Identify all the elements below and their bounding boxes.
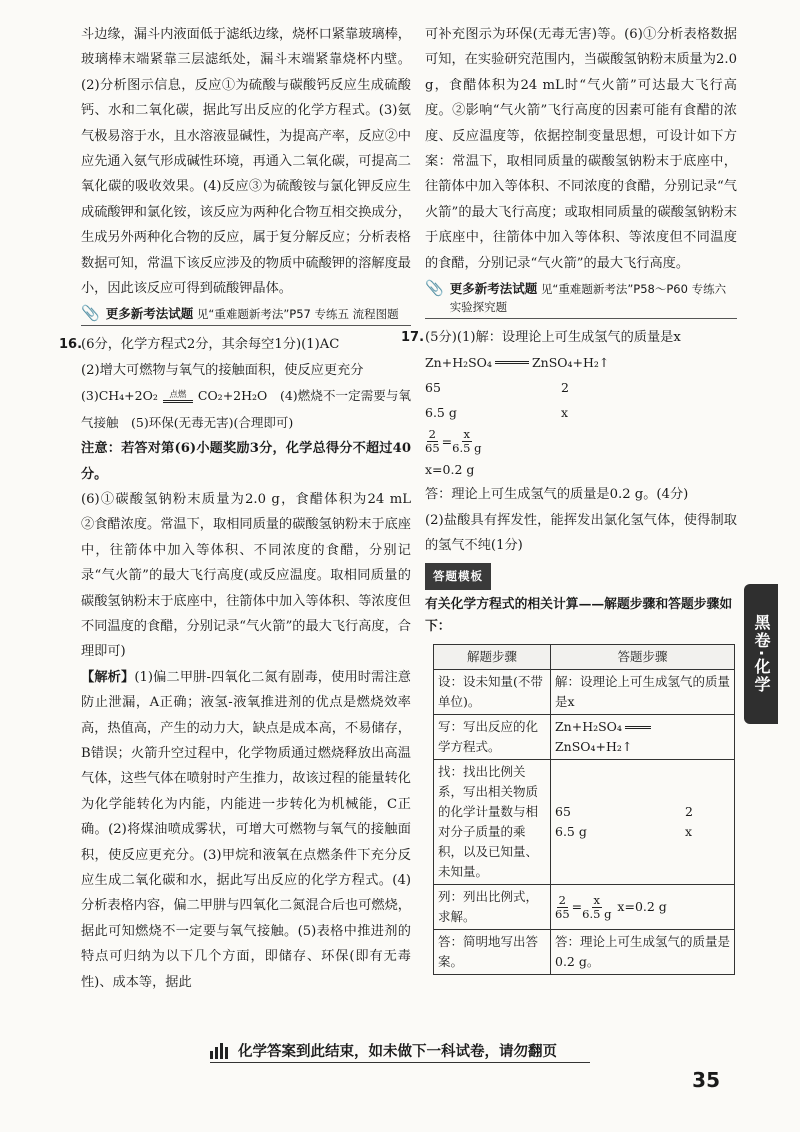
q16-line1: (6分，化学方程式2分，其余每空1分)(1)AC — [81, 337, 340, 353]
steps-table — [433, 644, 735, 975]
table-row: 答：简明地写出答案。 答：理论上可生成氢气的质量是0.2 g。 — [434, 930, 735, 975]
q17-part2: (2)盐酸具有挥发性，能挥发出氯化氢气体，使得制取的氢气不纯(1分) — [425, 512, 737, 554]
footer-note — [210, 1040, 557, 1061]
q16-analysis: 【解析】(1)偏二甲肼-四氧化二氮有剧毒，使用时需注意防止泄漏，A正确；液氢-液氧推进剂的优点是燃烧效率高，热值高，产生的动力大，缺点是成本高，不易储存，B错误；火箭升空过程中，化学物质通过燃烧释放出高温气体，这些气体在喷射时产生推力，故该过程的能量转化为化学能转化为内能，内能进一步转化为机械能，C正确。(2)将煤油喷成雾状，可增大可燃物与氧气的接触面积，使反应更充分。(3)甲烷和液氧在点燃条件下充分反应生成二氧化碳和水，据此写出反应的化学方程式。(4)分析表格内容，偏二甲肼与四氧化二氮混合后也可燃烧，据此可知燃烧不一定要与氧气接触。(5)表格中推进剂的特点可归纳为以下几个方面，即储存、环保(即有无毒性)、成本等，据此 — [81, 669, 411, 990]
question-17-number: 17. — [401, 330, 425, 346]
q16-part6: (6)①碳酸氢钠粉末质量为2.0 g，食醋体积为24 mL ②食醋浓度。常温下，取相同质量的碳酸氢钠粉末于底座中，往箭体中加入等体积、不同浓度的食醋，分别记录“气火箭”的最大飞行高度(或反应温度。取相同质量的碳酸氢钠粉末于底座中，往箭体中加入等体积、等浓度但不同温度的食醋，分别记录“气火箭”的最大飞行高度，合理即可) — [81, 491, 425, 660]
more-exercises-note-1 — [81, 305, 411, 326]
answer-template-badge: 答题模板 — [425, 563, 491, 590]
footer-text: 化学答案到此结束，如未做下一科试卷，请勿翻页 — [238, 1044, 557, 1060]
right-column — [401, 22, 738, 975]
table-row: 列：列出比例式，求解。 $\frac{2}{65}$ = $\frac{x}{6.5 g}$ x=0.2 g — [434, 885, 735, 930]
q17-ratio-row-2: 6.5 g x — [425, 405, 569, 421]
q17-proportion: $\frac{2}{65}$ = $\frac{x}{6.5 g}$ — [425, 426, 482, 455]
q17-equation: Zn+H₂SO₄ ZnSO₄+H₂↑ — [425, 355, 610, 371]
steps-table-header — [434, 645, 735, 670]
question-17 — [401, 325, 737, 559]
right-continuation-paragraph: 可补充图示为环保(无毒无害)等。(6)①分析表格数据可知，在实验研究范围内，当碳酸氢钠粉末质量为2.0 g，食醋体积为24 mL时“气火箭”可达最大飞行高度。②影响“气火箭”飞行高度的因素可能有食醋的浓度、反应温度等，依据控制变量思想，可设计如下方案：常温下，取相同质量的碳酸氢钠粉末于底座中，往箭体中加入等体积、不同浓度的食醋，分别记录“气火箭”的最大飞行高度；或取相同质量的碳酸氢钠粉末于底座中，往箭体中加入等体积、等浓度但不同温度的食醋，分别记录“气火箭”的最大飞行高度。 — [425, 27, 737, 271]
more-exercises-heading: 更多新考法试题 — [449, 281, 538, 297]
q17-answer: 答：理论上可生成氢气的质量是0.2 g。(4分) — [425, 487, 689, 503]
q16-bonus-note: 注意：若答对第(6)小题奖励3分，化学总得分不超过40分。 — [81, 441, 411, 482]
left-continuation-paragraph: 斗边缘，漏斗内液面低于滤纸边缘，烧杯口紧靠玻璃棒，玻璃棒末端紧靠三层滤纸处，漏斗末端紧靠烧杯内壁。(2)分析图示信息，反应①为硫酸与碳酸钙反应生成硫酸钙、水和二氧化碳，据此写出反应的化学方程式。(3)氨气极易溶于水，且水溶液显碱性，为提高产率，反应②中应先通入氨气形成碱性环境，再通入二氧化碳，可提高二氧化碳的吸收效果。(4)反应③为硫酸铵与氯化钾反应生成硫酸钾和氯化铵，该反应为两种化合物互相交换成分，生成另外两种化合物的反应，属于复分解反应；分析表格数据可知，常温下该反应涉及的物质中硫酸钾的溶解度最小，因此该反应可得到硫酸钾晶体。 — [81, 27, 411, 297]
footer-rule — [210, 1062, 590, 1063]
more-exercises-heading: 更多新考法试题 — [105, 306, 194, 322]
page-number: 35 — [692, 1068, 720, 1092]
subject-side-tab: 黑卷·化学 — [744, 584, 778, 724]
more-exercises-note-2 — [425, 280, 737, 319]
col-header-solve: 解题步骤 — [434, 645, 551, 670]
answer-template-title: 有关化学方程式的相关计算——解题步骤和答题步骤如下： — [425, 597, 733, 635]
q16-equation-line: (3)CH₄+2O₂ 点燃 CO₂+2H₂O (4)燃烧不一定需要与氧气接触 (5)环保(无毒无害)(合理即可) — [81, 388, 411, 430]
q17-ratio-row-1: 65 2 — [425, 380, 569, 396]
paperclip-icon: 📎 — [425, 279, 444, 298]
q17-line1: (5分)(1)解：设理论上可生成氢气的质量是x — [425, 330, 681, 346]
question-16-number: 16. — [59, 337, 83, 353]
q16-line2: (2)增大可燃物与氧气的接触面积，使反应更充分 — [81, 362, 364, 378]
table-row: 设：设未知量(不带单位)。 解：设理论上可生成氢气的质量是x — [434, 670, 735, 715]
col-header-answer: 答题步骤 — [551, 645, 735, 670]
barcode-icon — [210, 1043, 228, 1059]
more-exercises-text: 见“重难题新考法”P58～P60 专练六 实验探究题 — [449, 282, 738, 315]
q17-result: x=0.2 g — [425, 462, 475, 478]
paperclip-icon: 📎 — [81, 304, 100, 323]
table-row: 找：找出比例关系，写出相关物质的化学计量数与相对分子质量的乘积，以及已知量、未知量。 65 2 6.5 g x — [434, 760, 735, 885]
table-row: 写：写出反应的化学方程式。 Zn+H₂SO₄ZnSO₄+H₂↑ — [434, 715, 735, 760]
more-exercises-text: 见“重难题新考法”P57 专练五 流程图题 — [196, 307, 399, 322]
reaction-condition: 点燃 — [160, 391, 196, 403]
